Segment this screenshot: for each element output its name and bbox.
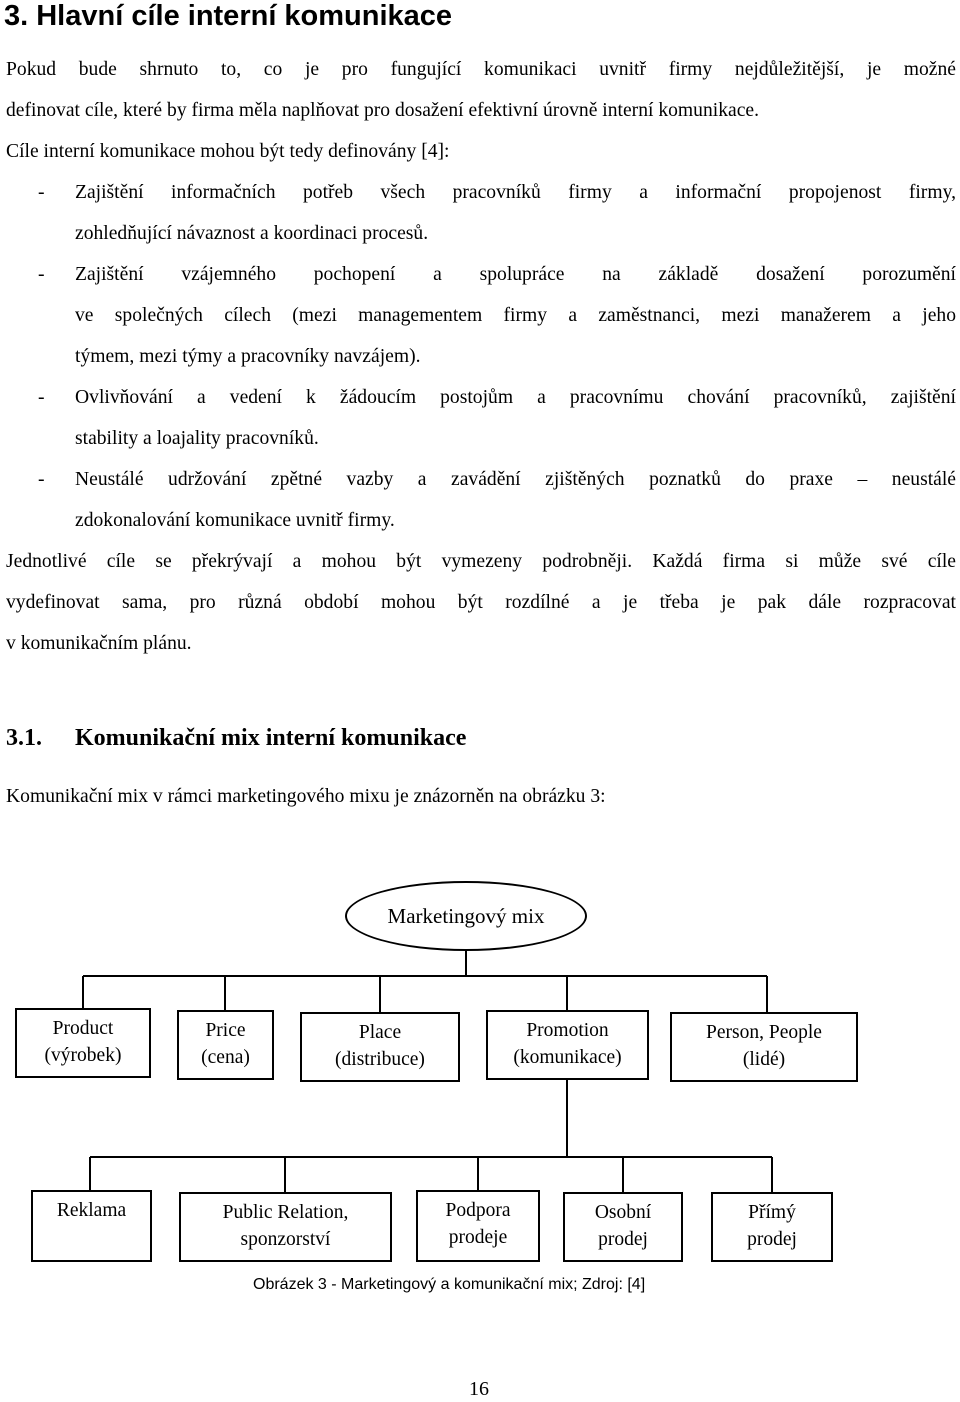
goal-2-line-1: Zajištění vzájemného pochopení a spolupráce na základě dosažení porozumění (75, 264, 956, 285)
goal-3-line-2: stability a loajality pracovníků. (75, 428, 319, 449)
box-line-2: sponzorství (240, 1229, 331, 1250)
diagram-box-place (300, 1012, 460, 1082)
box-line-1: Place (358, 1022, 402, 1043)
box-line-2: (komunikace) (513, 1047, 622, 1068)
goal-3-line-1: Ovlivňování a vedení k žádoucím postojům a pracovnímu chování pracovníků, zajištění (75, 387, 956, 408)
closing-line-1: Jednotlivé cíle se překrývají a mohou být vymezeny podrobněji. Každá firma si může své cíle (6, 551, 956, 572)
box-line-1: Reklama (56, 1200, 127, 1221)
diagram-root-marketing-mix (345, 881, 587, 951)
list-bullet: - (38, 264, 45, 285)
intro-line-2: definovat cíle, které by firma měla naplňovat pro dosažení efektivní úrovně interní komunikace. (6, 100, 760, 121)
goal-4-line-2: zdokonalování komunikace uvnitř firmy. (75, 510, 395, 531)
subsection-intro: Komunikační mix v rámci marketingového mixu je znázorněn na obrázku 3: (6, 786, 606, 807)
box-line-1: Podpora (445, 1200, 511, 1221)
diagram-box-promotion (486, 1010, 649, 1080)
diagram-box-osobni-prodej (563, 1192, 683, 1262)
diagram-box-person-people (670, 1012, 858, 1082)
diagram-box-primy-prodej (711, 1192, 833, 1262)
goal-1-line-1: Zajištění informačních potřeb všech pracovníků firmy a informační propojenost firmy, (75, 182, 956, 203)
goal-2-line-2: ve společných cílech (mezi managementem firmy a zaměstnanci, mezi manažerem a jeho (75, 305, 956, 326)
goal-1-line-2: zohledňující návaznost a koordinaci procesů. (75, 223, 429, 244)
page-number: 16 (469, 1378, 489, 1400)
box-line-1: Person, People (706, 1022, 822, 1043)
box-line-1: Promotion (526, 1020, 609, 1041)
subsection-title: Komunikační mix interní komunikace (75, 725, 467, 751)
intro-line-1: Pokud bude shrnuto to, co je pro fungující komunikaci uvnitř firmy nejdůležitější, je možné (6, 59, 956, 80)
list-bullet: - (38, 182, 45, 203)
goal-4-line-1: Neustálé udržování zpětné vazby a zavádění zjištěných poznatků do praxe – neustálé (75, 469, 956, 490)
figure-caption: Obrázek 3 - Marketingový a komunikační mix; Zdroj: [4] (253, 1276, 646, 1293)
diagram-root-label: Marketingový mix (387, 903, 545, 928)
diagram-box-reklama (31, 1190, 152, 1262)
closing-line-2: vydefinovat sama, pro různá období mohou být rozdílné a je třeba je pak dále rozpracovat (6, 592, 956, 613)
box-line-1: Price (205, 1020, 246, 1041)
box-line-2: prodeje (448, 1227, 508, 1248)
box-line-2: prodej (598, 1229, 648, 1250)
diagram-box-price (177, 1010, 274, 1080)
closing-line-3: v komunikačním plánu. (6, 633, 192, 654)
diagram-box-podpora-prodeje (416, 1190, 540, 1262)
box-line-1: Přímý (748, 1202, 796, 1223)
subsection-number: 3.1. (6, 725, 42, 751)
box-line-2: (cena) (201, 1047, 250, 1068)
box-line-2: (distribuce) (335, 1049, 425, 1070)
box-line-1: Osobní (594, 1202, 652, 1223)
box-line-2: prodej (747, 1229, 797, 1250)
box-line-1: Product (52, 1018, 114, 1039)
section-heading: 3. Hlavní cíle interní komunikace (4, 0, 453, 32)
box-line-1: Public Relation, (222, 1202, 349, 1223)
intro-line-3: Cíle interní komunikace mohou být tedy definovány [4]: (6, 141, 450, 162)
list-bullet: - (38, 469, 45, 490)
list-bullet: - (38, 387, 45, 408)
diagram-box-product (15, 1008, 151, 1078)
box-line-2: (výrobek) (44, 1045, 122, 1066)
box-line-2: (lidé) (742, 1049, 786, 1070)
diagram-box-public-relation (179, 1192, 392, 1262)
goal-2-line-3: týmem, mezi týmy a pracovníky navzájem). (75, 346, 421, 367)
